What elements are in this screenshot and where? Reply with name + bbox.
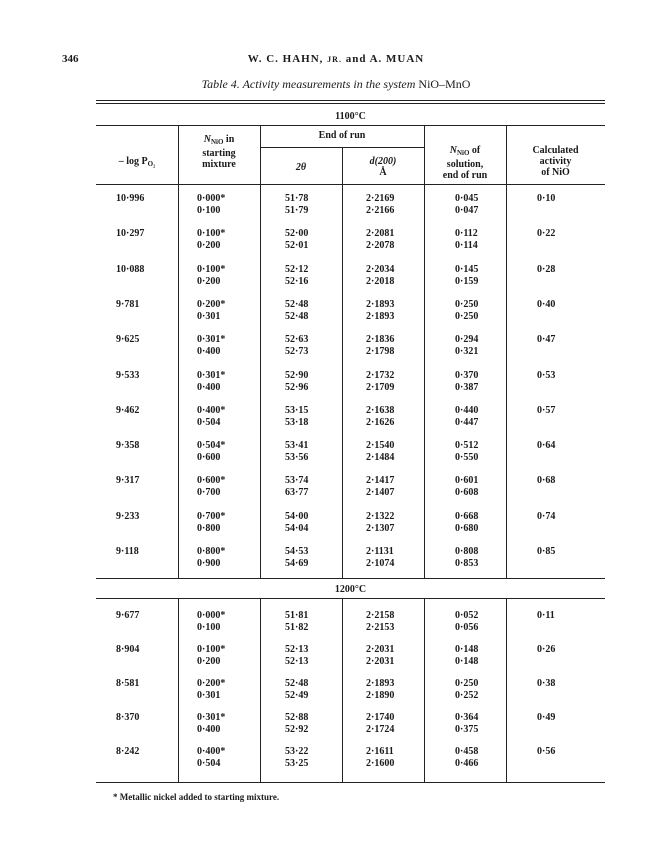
caption-label: Table 4. Activity measurements in the system (201, 77, 419, 91)
cell-n-solution: 0·250 (455, 678, 479, 689)
cell-n-solution: 0·601 (455, 475, 479, 487)
col-divider (506, 598, 507, 782)
cell-n-solution: 0·045 (455, 193, 479, 204)
cell-activity: 0·64 (537, 440, 556, 452)
cell-n-start: 0·100* (197, 228, 226, 240)
cell-logp: 10·088 (116, 263, 145, 275)
cell-n-solution: 0·370 (455, 369, 479, 381)
cell-d200: 2·2169 (366, 193, 395, 204)
cell-two-theta: 52·13 (285, 644, 309, 655)
cell-two-theta: 52·48 (285, 678, 309, 689)
col-divider (506, 125, 507, 578)
cell-two-theta: 52·96 (285, 381, 309, 393)
col-header-n-start-line1: $N_{NiO}$ in (203, 134, 235, 146)
cell-n-start: 0·400 (197, 724, 221, 735)
cell-n-solution: 0·321 (455, 346, 479, 358)
col-divider (260, 125, 261, 578)
cell-n-solution: 0·145 (455, 263, 479, 275)
cell-n-solution: 0·853 (455, 558, 479, 569)
cell-n-start: 0·400* (197, 746, 226, 757)
col-divider (178, 125, 179, 578)
cell-n-start: 0·301* (197, 334, 226, 346)
col-header-activity-line2: activity (539, 156, 572, 167)
cell-n-start: 0·301* (197, 712, 226, 723)
cell-d200: 2·1417 (366, 475, 395, 487)
cell-n-start: 0·100* (197, 263, 226, 275)
cell-two-theta: 53·56 (285, 452, 309, 464)
cell-logp: 8·242 (116, 746, 140, 757)
cell-d200: 2·1732 (366, 369, 395, 381)
col-header-n-start (178, 134, 260, 170)
cell-two-theta: 52·49 (285, 690, 309, 701)
cell-n-start: 0·301 (197, 690, 221, 701)
cell-two-theta: 52·01 (285, 240, 309, 252)
section-rule (96, 125, 605, 126)
cell-two-theta: 52·00 (285, 228, 309, 240)
cell-n-solution: 0·447 (455, 416, 479, 428)
cell-logp: 9·462 (116, 404, 140, 416)
cell-n-solution: 0·375 (455, 724, 479, 735)
cell-n-start: 0·800 (197, 522, 221, 534)
caption-system: NiO–MnO (418, 77, 471, 91)
cell-activity: 0·53 (537, 369, 556, 381)
col-header-n-start-line3: mixture (202, 159, 236, 170)
cell-activity: 0·85 (537, 546, 556, 557)
col-header-n-solution-line2: solution, (446, 159, 484, 170)
cell-n-start: 0·100* (197, 644, 226, 655)
cell-n-start: 0·800* (197, 546, 226, 557)
cell-n-start: 0·900 (197, 558, 221, 569)
cell-logp: 9·533 (116, 369, 140, 381)
page-number: 346 (62, 53, 79, 65)
cell-logp: 9·317 (116, 475, 140, 487)
cell-n-start: 0·700* (197, 510, 226, 522)
cell-n-start: 0·200 (197, 656, 221, 667)
cell-d200: 2·1407 (366, 487, 395, 499)
cell-two-theta: 53·41 (285, 440, 309, 452)
cell-n-start: 0·504 (197, 758, 221, 769)
cell-n-start: 0·000* (197, 610, 226, 621)
section-title-1100: 1100°C (335, 111, 366, 122)
running-head (0, 53, 672, 65)
authors-prefix: W. C. HAHN, (247, 53, 328, 65)
cell-d200: 2·2031 (366, 644, 395, 655)
cell-n-start: 0·200 (197, 275, 221, 287)
cell-activity: 0·74 (537, 510, 556, 522)
cell-d200: 2·1484 (366, 452, 395, 464)
cell-d200: 2·2034 (366, 263, 395, 275)
table-caption (0, 77, 672, 92)
cell-d200: 2·2081 (366, 228, 395, 240)
cell-two-theta: 53·25 (285, 758, 309, 769)
table-top-rule (96, 100, 605, 104)
cell-d200: 2·1890 (366, 690, 395, 701)
cell-two-theta: 54·69 (285, 558, 309, 569)
cell-n-start: 0·400* (197, 404, 226, 416)
cell-two-theta: 52·48 (285, 310, 309, 322)
cell-logp: 9·781 (116, 298, 140, 310)
cell-n-start: 0·504 (197, 416, 221, 428)
cell-activity: 0·49 (537, 712, 556, 723)
section-rule-2 (96, 598, 605, 599)
cell-d200: 2·1074 (366, 558, 395, 569)
cell-logp: 9·677 (116, 610, 140, 621)
cell-two-theta: 51·78 (285, 193, 309, 204)
cell-n-solution: 0·252 (455, 690, 479, 701)
col-header-activity (506, 145, 605, 178)
cell-activity: 0·26 (537, 644, 556, 655)
cell-logp: 9·358 (116, 440, 140, 452)
cell-n-solution: 0·250 (455, 298, 479, 310)
cell-logp: 9·233 (116, 510, 140, 522)
cell-d200: 2·1893 (366, 298, 395, 310)
cell-two-theta: 52·13 (285, 656, 309, 667)
cell-logp: 9·118 (116, 546, 139, 557)
cell-two-theta: 54·04 (285, 522, 309, 534)
cell-activity: 0·38 (537, 678, 556, 689)
cell-two-theta: 53·22 (285, 746, 309, 757)
cell-n-start: 0·200* (197, 678, 226, 689)
cell-two-theta: 52·90 (285, 369, 309, 381)
col-header-n-solution-line1: $N_{NiO}$ of (449, 145, 481, 157)
section-title-1200: 1200°C (334, 584, 367, 595)
cell-n-solution: 0·294 (455, 334, 479, 346)
cell-d200: 2·1798 (366, 346, 395, 358)
cell-two-theta: 51·81 (285, 610, 309, 621)
cell-d200: 2·2158 (366, 610, 395, 621)
cell-n-solution: 0·047 (455, 205, 479, 216)
cell-n-start: 0·400 (197, 346, 221, 358)
cell-n-solution: 0·114 (455, 240, 478, 252)
col-header-n-start-line2: starting (202, 148, 236, 159)
cell-logp: 8·370 (116, 712, 140, 723)
header-bottom-rule (96, 184, 605, 185)
cell-d200: 2·1724 (366, 724, 395, 735)
col-header-n-solution (424, 145, 506, 181)
cell-two-theta: 52·73 (285, 346, 309, 358)
cell-n-solution: 0·668 (455, 510, 479, 522)
cell-n-start: 0·200* (197, 298, 226, 310)
col-header-logp: – $\log P_{O_2}$ (118, 156, 156, 168)
cell-two-theta: 63·77 (285, 487, 309, 499)
cell-d200: 2·1893 (366, 678, 395, 689)
cell-n-solution: 0·458 (455, 746, 479, 757)
col-header-d200-line2: Å (379, 167, 387, 178)
cell-d200: 2·2166 (366, 205, 395, 216)
table-bottom-rule (96, 782, 605, 783)
cell-n-solution: 0·550 (455, 452, 479, 464)
cell-n-solution: 0·440 (455, 404, 479, 416)
cell-activity: 0·40 (537, 298, 556, 310)
col-divider (424, 598, 425, 782)
cell-two-theta: 52·12 (285, 263, 309, 275)
col-header-d200-line1: d(200) (369, 156, 397, 167)
cell-activity: 0·47 (537, 334, 556, 346)
col-header-d200 (342, 156, 424, 178)
cell-n-solution: 0·808 (455, 546, 479, 557)
cell-n-start: 0·700 (197, 487, 221, 499)
cell-n-start: 0·600 (197, 452, 221, 464)
cell-d200: 2·1600 (366, 758, 395, 769)
cell-two-theta: 54·00 (285, 510, 309, 522)
cell-activity: 0·22 (537, 228, 556, 240)
col-header-n-solution-line3: end of run (442, 170, 488, 181)
cell-d200: 2·1893 (366, 310, 395, 322)
footnote: * Metallic nickel added to starting mixture. (113, 792, 280, 802)
cell-activity: 0·57 (537, 404, 556, 416)
cell-n-start: 0·504* (197, 440, 226, 452)
cell-d200: 2·1709 (366, 381, 395, 393)
cell-n-solution: 0·148 (455, 656, 479, 667)
cell-logp: 10·297 (116, 228, 145, 240)
col-header-two-theta: 2θ (295, 162, 307, 173)
cell-d200: 2·1322 (366, 510, 395, 522)
cell-two-theta: 52·48 (285, 298, 309, 310)
cell-d200: 2·1611 (366, 746, 394, 757)
cell-two-theta: 52·92 (285, 724, 309, 735)
col-header-activity-line3: of NiO (541, 167, 570, 178)
col-divider (178, 598, 179, 782)
cell-two-theta: 52·88 (285, 712, 309, 723)
cell-activity: 0·28 (537, 263, 556, 275)
cell-n-start: 0·400 (197, 381, 221, 393)
cell-n-solution: 0·512 (455, 440, 479, 452)
cell-logp: 10·996 (116, 193, 145, 204)
cell-d200: 2·2153 (366, 622, 395, 633)
cell-n-start: 0·100 (197, 622, 221, 633)
cell-n-solution: 0·387 (455, 381, 479, 393)
col-header-end-of-run: End of run (318, 130, 366, 141)
cell-two-theta: 51·82 (285, 622, 309, 633)
col-header-activity-line1: Calculated (532, 145, 579, 156)
cell-two-theta: 53·15 (285, 404, 309, 416)
cell-d200: 2·1836 (366, 334, 395, 346)
cell-n-start: 0·000* (197, 193, 226, 204)
cell-n-start: 0·100 (197, 205, 221, 216)
cell-activity: 0·10 (537, 193, 556, 204)
cell-n-solution: 0·056 (455, 622, 479, 633)
cell-d200: 2·1740 (366, 712, 395, 723)
cell-two-theta: 53·74 (285, 475, 309, 487)
cell-d200: 2·1638 (366, 404, 395, 416)
section-break-rule (96, 578, 605, 579)
cell-logp: 8·904 (116, 644, 140, 655)
cell-d200: 2·2018 (366, 275, 395, 287)
cell-activity: 0·56 (537, 746, 556, 757)
cell-d200: 2·1626 (366, 416, 395, 428)
cell-n-solution: 0·608 (455, 487, 479, 499)
cell-d200: 2·1540 (366, 440, 395, 452)
authors-suffix: and A. MUAN (341, 53, 425, 65)
col-divider (424, 125, 425, 578)
cell-two-theta: 52·16 (285, 275, 309, 287)
cell-n-solution: 0·466 (455, 758, 479, 769)
cell-n-solution: 0·364 (455, 712, 479, 723)
col-divider (260, 598, 261, 782)
cell-two-theta: 52·63 (285, 334, 309, 346)
cell-n-solution: 0·148 (455, 644, 479, 655)
col-divider (342, 598, 343, 782)
cell-n-start: 0·600* (197, 475, 226, 487)
cell-logp: 9·625 (116, 334, 140, 346)
cell-d200: 2·1307 (366, 522, 395, 534)
cell-n-start: 0·301 (197, 310, 221, 322)
cell-d200: 2·2031 (366, 656, 395, 667)
cell-d200: 2·2078 (366, 240, 395, 252)
cell-activity: 0·68 (537, 475, 556, 487)
col-divider (342, 147, 343, 578)
cell-n-solution: 0·680 (455, 522, 479, 534)
cell-activity: 0·11 (537, 610, 555, 621)
cell-n-solution: 0·250 (455, 310, 479, 322)
cell-two-theta: 53·18 (285, 416, 309, 428)
cell-n-start: 0·301* (197, 369, 226, 381)
cell-n-solution: 0·112 (455, 228, 478, 240)
cell-logp: 8·581 (116, 678, 140, 689)
cell-n-solution: 0·159 (455, 275, 479, 287)
cell-n-solution: 0·052 (455, 610, 479, 621)
cell-n-start: 0·200 (197, 240, 221, 252)
cell-d200: 2·1131 (366, 546, 394, 557)
cell-two-theta: 51·79 (285, 205, 309, 216)
cell-two-theta: 54·53 (285, 546, 309, 557)
authors-suffix-jr: JR. (327, 55, 342, 64)
